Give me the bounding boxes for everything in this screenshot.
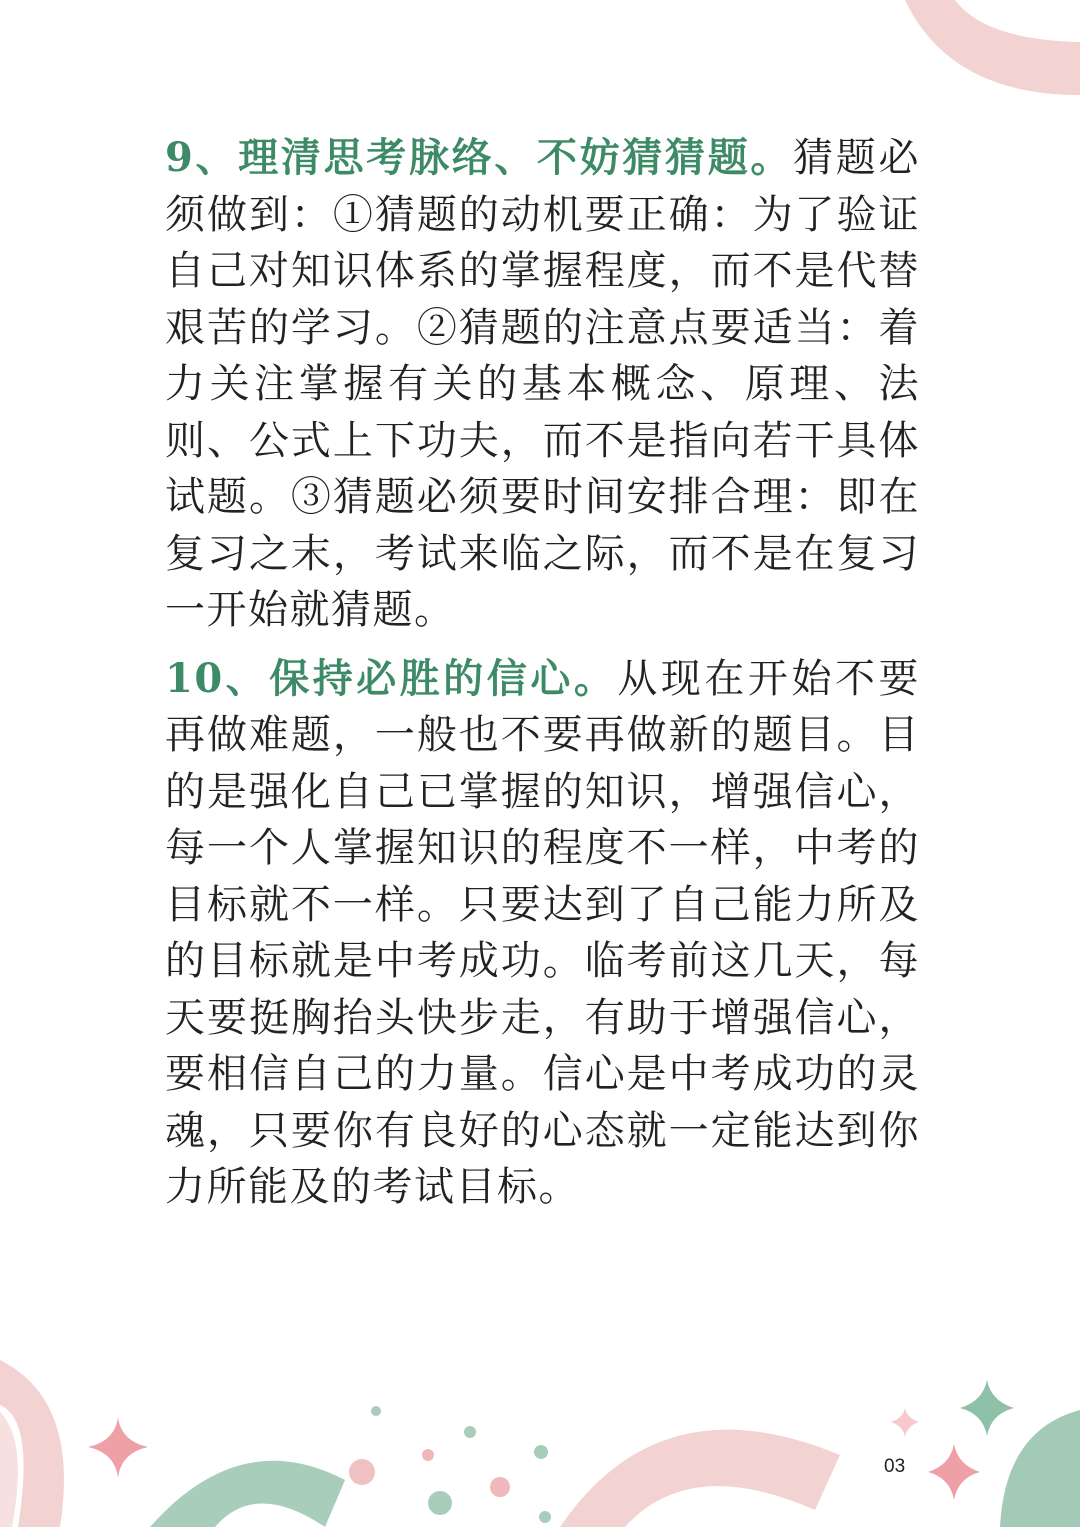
dot-pink — [422, 1449, 434, 1461]
dot-green — [428, 1491, 452, 1515]
section-body: 从现在开始不要再做难题，一般也不要再做新的题目。目的是强化自己已掌握的知识，增强信心，每一个人掌握知识的程度不一样，中考的目标就不一样。只要达到了自己能力所及的目标就是中考成功。临考前这几天，每天要挺胸抬头快步走，有助于增强信心，要相信自己的力量。信心是中考成功的灵魂，只要你有良好的心态就一定能达到你力所能及的考试目标。 — [165, 655, 920, 1210]
bottom-left-pink-arc-outer — [0, 1360, 64, 1527]
section-heading: 9、理清思考脉络、不妨猜猜题。 — [165, 134, 794, 181]
sparkle-pink-left — [88, 1417, 148, 1478]
dot-pink — [490, 1477, 510, 1497]
dot-green — [464, 1426, 476, 1438]
sparkle-pink-right — [928, 1444, 980, 1500]
article-content — [165, 130, 920, 1228]
top-right-pink-arc — [905, 0, 1080, 95]
section-guess-questions — [165, 130, 920, 639]
sparkle-green-right — [960, 1380, 1014, 1436]
bottom-left-pink-arc-inner — [0, 1412, 18, 1527]
bottom-middle-pink-arc — [560, 1430, 840, 1527]
page-number: 03 — [884, 1456, 906, 1477]
bottom-left-green-arc — [150, 1461, 345, 1527]
dot-green — [539, 1511, 551, 1523]
bottom-right-green-shape — [1000, 1410, 1080, 1527]
dot-green — [371, 1406, 381, 1416]
section-heading: 10、保持必胜的信心。 — [165, 654, 618, 702]
dot-pink — [349, 1459, 375, 1485]
section-body: 猜题必须做到：①猜题的动机要正确：为了验证自己对知识体系的掌握程度，而不是代替艰苦的学习。②猜题的注意点要适当：着力关注掌握有关的基本概念、原理、法则、公式上下功夫，而不是指向若干具体试题。③猜题必须要时间安排合理：即在复习之末，考试来临之际，而不是在复习一开始就猜题。 — [165, 135, 920, 633]
dot-green — [534, 1445, 548, 1459]
section-confidence — [165, 651, 920, 1216]
sparkle-pink-small — [891, 1408, 919, 1437]
